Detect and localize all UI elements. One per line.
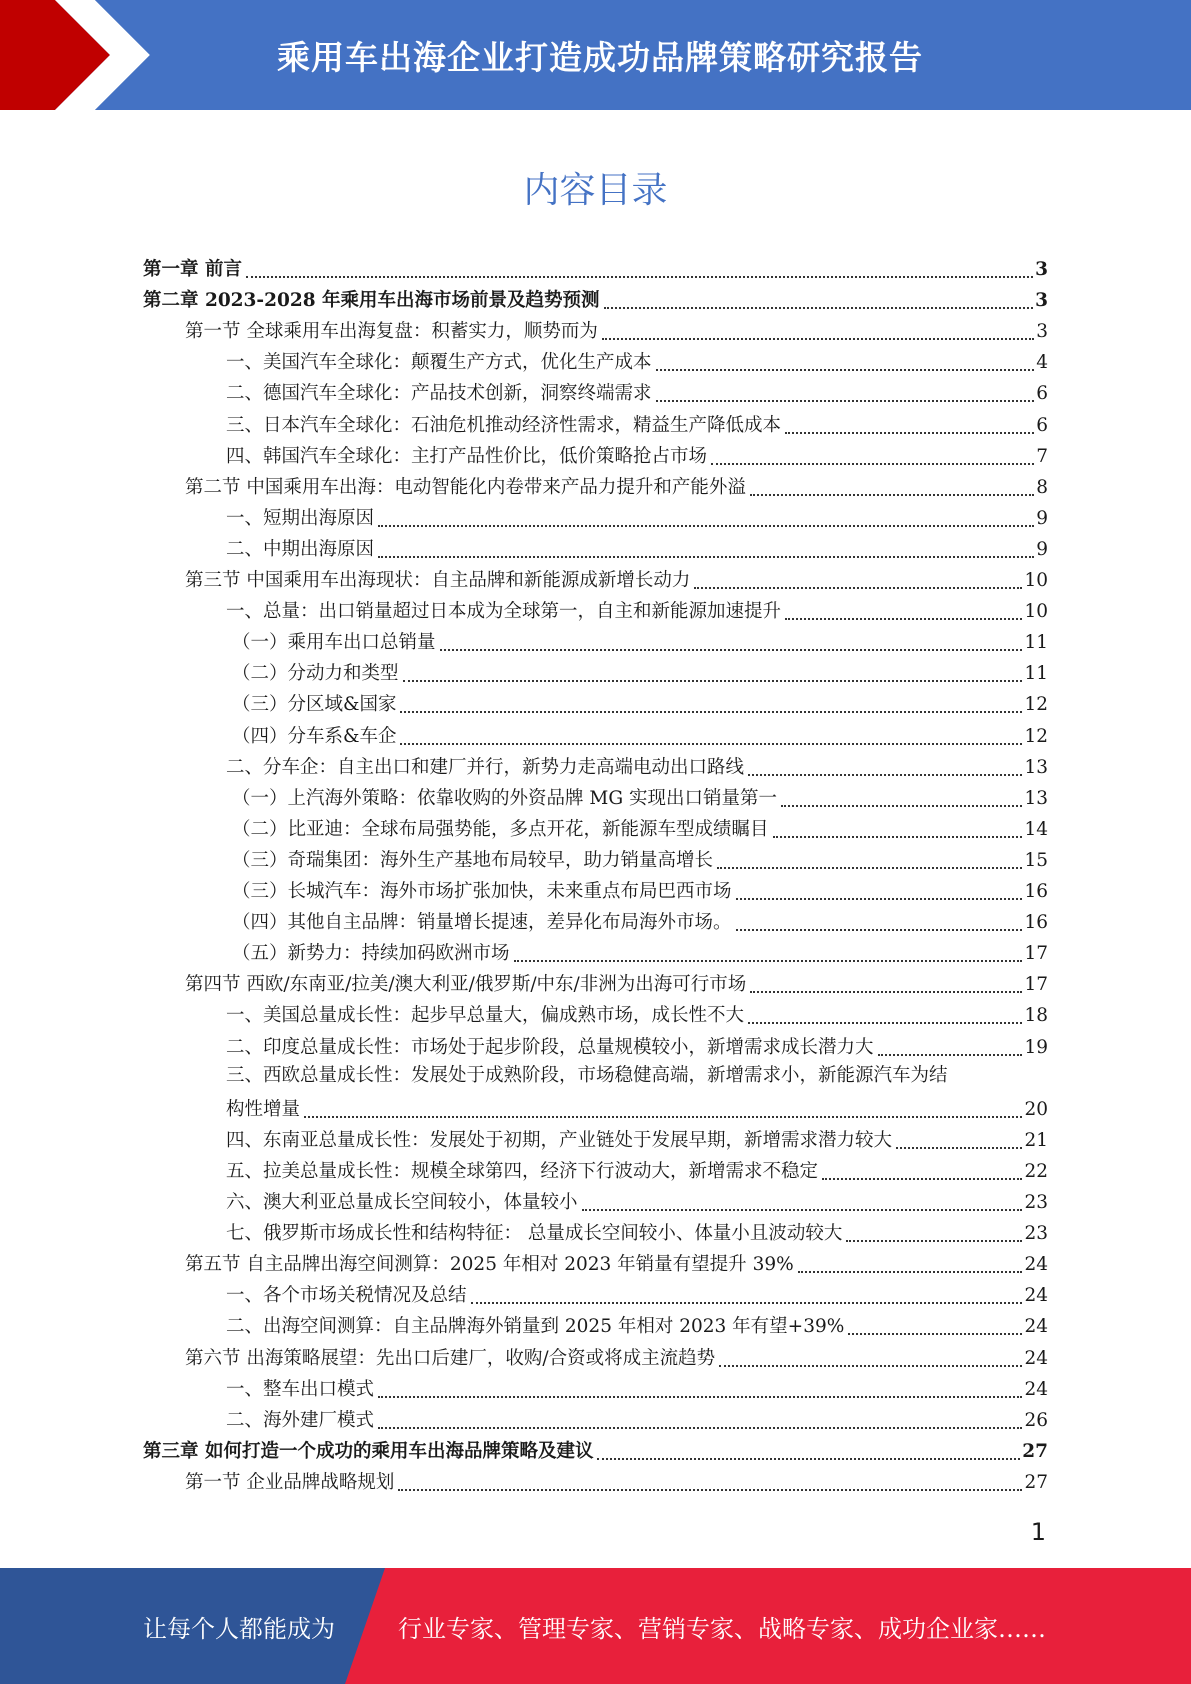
toc-leader-dots [400, 743, 1022, 745]
toc-leader-dots [582, 1209, 1023, 1211]
toc-entry-label: 二、印度总量成长性：市场处于起步阶段，总量规模较小，新增需求成长潜力大 [226, 1036, 874, 1058]
toc-leader-dots [878, 1054, 1023, 1056]
toc-entry-page: 14 [1024, 818, 1048, 840]
toc-entry[interactable] [232, 657, 1048, 688]
toc-leader-dots [748, 1022, 1022, 1024]
toc-leader-dots [781, 805, 1022, 807]
toc-entry-label: （一）上汽海外策略：依靠收购的外资品牌 MG 实现出口销量第一 [232, 787, 777, 809]
toc-leader-dots [822, 1178, 1022, 1180]
toc-entry-page: 3 [1035, 290, 1048, 312]
toc-entry-page: 24 [1024, 1347, 1048, 1369]
toc-entry-page: 18 [1024, 1005, 1048, 1027]
toc-leader-dots [736, 898, 1023, 900]
toc-leader-dots [602, 338, 1034, 340]
toc-entry[interactable] [232, 688, 1048, 719]
toc-leader-dots [750, 991, 1022, 993]
toc-leader-dots [773, 836, 1023, 838]
toc-entry-page: 27 [1022, 1440, 1048, 1462]
toc-leader-dots [403, 680, 1023, 682]
toc-leader-dots [471, 1302, 1023, 1304]
toc-leader-dots [604, 307, 1034, 309]
toc-entry-label: （一）乘用车出口总销量 [232, 632, 436, 654]
toc-entry-page: 10 [1024, 570, 1048, 591]
header-arrow-decoration [0, 0, 160, 110]
toc-leader-dots [785, 618, 1022, 620]
toc-entry-label: 一、美国汽车全球化：颠覆生产方式，优化生产成本 [226, 352, 652, 374]
toc-entry-label: （二）比亚迪：全球布局强势能，多点开花，新能源车型成绩瞩目 [232, 818, 769, 840]
toc-entry-page: 3 [1036, 321, 1048, 343]
toc-entry[interactable] [185, 471, 1048, 502]
toc-entry-page: 19 [1024, 1036, 1048, 1058]
toc-entry-page: 26 [1024, 1409, 1048, 1431]
toc-entry[interactable] [226, 502, 1048, 533]
toc-entry[interactable] [226, 1373, 1048, 1404]
toc-entry-page: 6 [1036, 383, 1048, 405]
toc-entry-label: （二）分动力和类型 [232, 663, 399, 685]
toc-entry-label: 一、各个市场关税情况及总结 [226, 1285, 467, 1307]
toc-entry-label: 一、总量：出口销量超过日本成为全球第一，自主和新能源加速提升 [226, 601, 782, 623]
toc-entry-page: 20 [1024, 1098, 1048, 1120]
toc-entry-page: 8 [1036, 476, 1048, 498]
toc-entry-page: 9 [1036, 507, 1048, 529]
toc-entry[interactable] [226, 1124, 1048, 1155]
toc-leader-dots [440, 649, 1023, 651]
toc-leader-dots [656, 400, 1035, 402]
toc-entry-label: 第一节 全球乘用车出海复盘：积蓄实力，顺势而为 [185, 321, 598, 343]
toc-entry[interactable] [226, 1217, 1048, 1248]
toc-entry-label: 第一章 前言 [143, 259, 242, 280]
toc-entry[interactable] [232, 937, 1048, 968]
toc-leader-dots [378, 1427, 1022, 1429]
toc-leader-dots [694, 587, 1022, 589]
toc-entry[interactable] [226, 999, 1048, 1030]
toc-entry-page: 15 [1024, 849, 1048, 871]
toc-entry-page: 12 [1024, 725, 1048, 747]
toc-entry[interactable] [143, 284, 1048, 315]
toc-entry-label: 二、海外建厂模式 [226, 1409, 375, 1431]
toc-leader-dots [400, 711, 1022, 713]
toc-entry-label: 二、德国汽车全球化：产品技术创新，洞察终端需求 [226, 383, 652, 405]
toc-leader-dots [848, 1333, 1022, 1335]
toc-entry-label: 一、整车出口模式 [226, 1378, 375, 1400]
toc-leader-dots [304, 1116, 1022, 1118]
toc-entry-label: 第二节 中国乘用车出海：电动智能化内卷带来产品力提升和产能外溢 [185, 476, 746, 498]
toc-entry-page: 11 [1024, 663, 1048, 685]
toc-entry[interactable] [232, 906, 1048, 937]
toc-entry-page: 23 [1024, 1192, 1048, 1213]
toc-entry-page: 12 [1024, 694, 1048, 716]
footer-slogan-right: 行业专家、管理专家、营销专家、战略专家、成功企业家…… [398, 1614, 1046, 1643]
toc-entry-page: 21 [1024, 1129, 1048, 1151]
toc-entry[interactable] [232, 844, 1048, 875]
toc-entry-label: （三）长城汽车：海外市场扩张加快，未来重点布局巴西市场 [232, 881, 732, 902]
toc-entry-page: 24 [1024, 1378, 1048, 1400]
toc-entry-page: 17 [1024, 943, 1048, 965]
toc-entry-page: 13 [1024, 756, 1048, 778]
toc-leader-dots [656, 369, 1035, 371]
toc-entry-label: 四、东南亚总量成长性：发展处于初期，产业链处于发展早期，新增需求潜力较大 [226, 1129, 893, 1151]
toc-entry-label: 三、西欧总量成长性：发展处于成熟阶段，市场稳健高端，新增需求小，新能源汽车为结 [226, 1064, 948, 1086]
toc-leader-dots [597, 1458, 1020, 1460]
toc-entry-label: 二、分车企：自主出口和建厂并行，新势力走高端电动出口路线 [226, 756, 745, 778]
toc-entry[interactable] [226, 1279, 1048, 1310]
toc-entry-label: （四）其他自主品牌：销量增长提速，差异化布局海外市场。 [232, 912, 732, 934]
toc-entry[interactable] [226, 409, 1048, 440]
toc-entry-page: 4 [1036, 352, 1048, 374]
toc-entry[interactable] [185, 1342, 1048, 1373]
toc-entry-label: （三）奇瑞集团：海外生产基地布局较早，助力销量高增长 [232, 849, 714, 871]
toc-entry-label: 三、日本汽车全球化：石油危机推动经济性需求，精益生产降低成本 [226, 414, 782, 436]
toc-entry[interactable] [226, 595, 1048, 626]
toc-entry-label: 六、澳大利亚总量成长空间较小，体量较小 [226, 1192, 578, 1213]
footer-slogan-left: 让每个人都能成为 [143, 1614, 335, 1643]
toc-leader-dots [717, 867, 1022, 869]
toc-entry[interactable] [185, 1466, 1048, 1497]
toc-entry-page: 7 [1036, 445, 1048, 467]
toc-entry-label: 五、拉美总量成长性：规模全球第四，经济下行波动大，新增需求不稳定 [226, 1160, 819, 1182]
toc-entry[interactable] [232, 782, 1048, 813]
toc-entry[interactable] [226, 751, 1048, 782]
toc-entry[interactable] [143, 1435, 1048, 1466]
toc-entry-page: 6 [1036, 414, 1048, 436]
toc-leader-dots [514, 960, 1023, 962]
toc-entry[interactable] [226, 440, 1048, 471]
toc-entry-page: 13 [1024, 787, 1048, 809]
toc-entry[interactable] [226, 346, 1048, 377]
toc-entry-label: 四、韩国汽车全球化：主打产品性价比，低价策略抢占市场 [226, 445, 708, 467]
toc-entry-page: 3 [1035, 259, 1048, 280]
page-number: 1 [1030, 1518, 1046, 1546]
toc-leader-dots [846, 1240, 1022, 1242]
toc-entry-page: 24 [1024, 1254, 1048, 1276]
toc-entry-page: 24 [1024, 1285, 1048, 1307]
page-header [0, 0, 1191, 110]
toc-entry-page: 16 [1024, 912, 1048, 934]
toc-entry-page: 16 [1024, 881, 1048, 902]
toc-entry[interactable] [226, 1031, 1048, 1062]
toc-entry-label: 第一节 企业品牌战略规划 [185, 1471, 395, 1493]
toc-leader-dots [750, 494, 1034, 496]
toc-entry-label: 构性增量 [226, 1098, 301, 1120]
toc-entry[interactable] [185, 968, 1048, 999]
toc-entry[interactable] [226, 533, 1048, 564]
toc-leader-dots [378, 556, 1034, 558]
toc-entry-label: 二、中期出海原因 [226, 538, 375, 560]
toc-entry[interactable] [232, 875, 1048, 906]
toc-entry-label: 二、出海空间测算：自主品牌海外销量到 2025 年相对 2023 年有望+39% [226, 1316, 845, 1338]
toc-entry-page: 24 [1024, 1316, 1048, 1338]
toc-entry[interactable] [226, 1310, 1048, 1341]
toc-entry-label: （五）新势力：持续加码欧洲市场 [232, 943, 510, 965]
toc-entry-page: 22 [1024, 1160, 1048, 1182]
toc-leader-dots [748, 774, 1022, 776]
toc-leader-dots [378, 525, 1034, 527]
toc-entry-page: 23 [1024, 1223, 1048, 1245]
toc-leader-dots [378, 1396, 1022, 1398]
toc-entry-label: 第六节 出海策略展望：先出口后建厂，收购/合资或将成主流趋势 [185, 1347, 716, 1369]
toc-leader-dots [736, 929, 1023, 931]
toc-entry-label: （四）分车系&车企 [232, 725, 397, 747]
toc-leader-dots [798, 1271, 1023, 1273]
toc-leader-dots [896, 1147, 1022, 1149]
toc-entry[interactable] [185, 1248, 1048, 1279]
toc-entry-page: 11 [1024, 632, 1048, 654]
toc-leader-dots [398, 1489, 1022, 1491]
toc-entry[interactable] [226, 1186, 1048, 1217]
toc-entry-label: 一、短期出海原因 [226, 507, 375, 529]
toc-entry[interactable] [226, 1155, 1048, 1186]
toc-entry[interactable] [143, 253, 1048, 284]
toc-entry[interactable] [226, 1093, 1048, 1124]
toc-entry-page: 17 [1024, 974, 1048, 996]
toc-entry[interactable] [232, 813, 1048, 844]
toc-entry-label: 第三节 中国乘用车出海现状：自主品牌和新能源成新增长动力 [185, 570, 691, 591]
toc-entry-page: 10 [1024, 601, 1048, 623]
toc-entry-label: 第二章 2023-2028 年乘用车出海市场前景及趋势预测 [143, 290, 600, 312]
toc-entry[interactable] [226, 1404, 1048, 1435]
toc-leader-dots [246, 276, 1033, 278]
toc-entry[interactable] [232, 720, 1048, 751]
toc-entry[interactable] [185, 564, 1048, 595]
toc-entry-page: 27 [1024, 1471, 1048, 1493]
toc-heading: 内容目录 [523, 170, 668, 211]
toc-leader-dots [711, 463, 1034, 465]
report-title: 乘用车出海企业打造成功品牌策略研究报告 [277, 37, 923, 77]
toc-entry[interactable] [226, 377, 1048, 408]
toc-entry[interactable] [185, 315, 1048, 346]
toc-entry-label: 一、美国总量成长性：起步早总量大，偏成熟市场，成长性不大 [226, 1005, 745, 1027]
toc-entry-label: 第三章 如何打造一个成功的乘用车出海品牌策略及建议 [143, 1440, 594, 1462]
page-footer [0, 1568, 1191, 1684]
toc-entry[interactable] [232, 626, 1048, 657]
toc-leader-dots [785, 432, 1034, 434]
toc-entry-label: 第四节 西欧/东南亚/拉美/澳大利亚/俄罗斯/中东/非洲为出海可行市场 [185, 974, 747, 996]
toc-leader-dots [719, 1365, 1022, 1367]
toc-entry-label: （三）分区域&国家 [232, 694, 397, 716]
toc-entry-label: 第五节 自主品牌出海空间测算：2025 年相对 2023 年销量有望提升 39% [185, 1254, 794, 1276]
toc-entry-page: 9 [1036, 538, 1048, 560]
toc-entry-label: 七、俄罗斯市场成长性和结构特征： 总量成长空间较小、体量小且波动较大 [226, 1223, 843, 1245]
